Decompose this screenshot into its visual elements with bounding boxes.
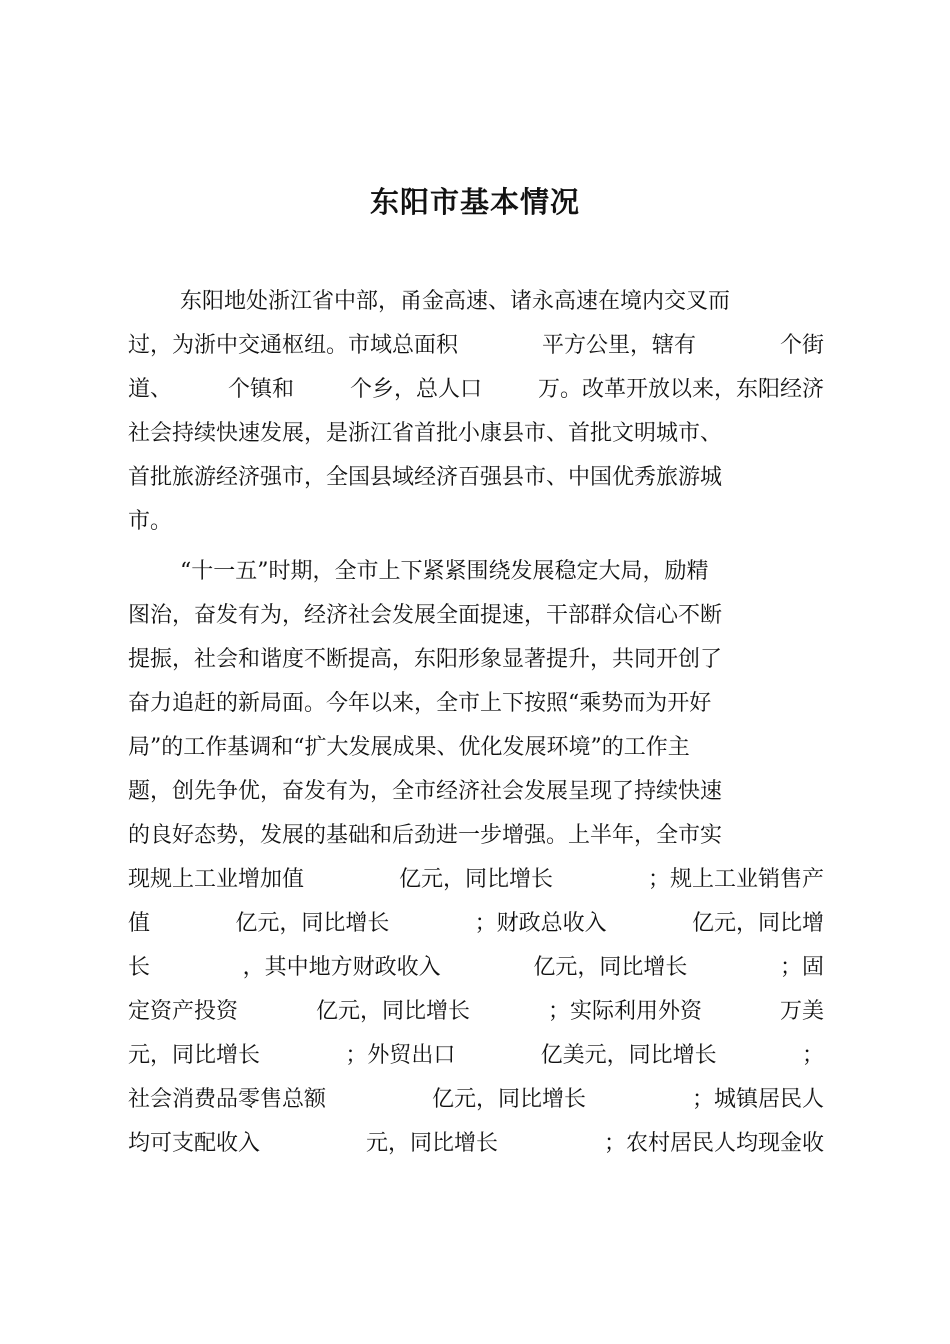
text-segment: 个乡，总人口: [349, 377, 482, 402]
text-segment: 道、: [128, 377, 173, 402]
text-segment: 市。: [128, 509, 173, 534]
text-segment: ；实际利用外资: [547, 999, 702, 1024]
text-segment: 万美: [779, 999, 824, 1024]
text-segment: 现规上工业增加值: [128, 867, 305, 892]
paragraph-1-line-1: [180, 284, 824, 320]
paragraph-2-line-3: [128, 642, 824, 678]
text-segment: 亿元，同比增长: [315, 999, 470, 1024]
text-segment: 亿元，同比增长: [398, 867, 553, 892]
text-segment: ；规上工业销售产: [647, 867, 824, 892]
text-segment: 奋力追赶的新局面。今年以来，全市上下按照“乘势而为开好: [128, 691, 712, 716]
text-segment: ；固: [779, 955, 824, 980]
text-segment: 东阳地处浙江省中部，甬金高速、诸永高速在境内交叉而: [180, 289, 731, 314]
text-segment: 长: [128, 955, 151, 980]
paragraph-2-line-9: [128, 906, 824, 942]
text-segment: 元，同比增长: [365, 1131, 498, 1156]
paragraph-1-line-4: [128, 416, 824, 452]
text-segment: 值: [128, 911, 151, 936]
text-segment: 均可支配收入: [128, 1131, 261, 1156]
paragraph-2-line-12: [128, 1038, 824, 1074]
paragraph-2-line-8: [128, 862, 824, 898]
paragraph-2-line-7: [128, 818, 824, 854]
paragraph-1-line-6: [128, 504, 824, 540]
text-segment: 社会持续快速发展，是浙江省首批小康县市、首批文明城市、: [128, 421, 723, 446]
text-segment: 亿元，同比增长: [533, 955, 688, 980]
document-title: 东阳市基本情况: [369, 185, 580, 219]
text-segment: 局”的工作基调和“扩大发展成果、优化发展环境”的工作主: [128, 735, 690, 760]
paragraph-2-line-14: [128, 1126, 824, 1162]
text-segment: ；外贸出口: [345, 1043, 456, 1068]
paragraph-2-line-10: [128, 950, 824, 986]
text-segment: ；财政总收入: [474, 911, 607, 936]
paragraph-2-line-13: [128, 1082, 824, 1118]
text-segment: 首批旅游经济强市，全国县域经济百强县市、中国优秀旅游城: [128, 465, 723, 490]
text-segment: 图治，奋发有为，经济社会发展全面提速，干部群众信心不断: [128, 603, 723, 628]
text-segment: 过，为浙中交通枢纽。市域总面积: [128, 333, 459, 358]
text-segment: 元，同比增长: [128, 1043, 261, 1068]
text-segment: 个街: [779, 333, 824, 358]
text-segment: 万。改革开放以来，东阳经济: [537, 377, 824, 402]
paragraph-1-line-5: [128, 460, 824, 496]
paragraph-2-line-11: [128, 994, 824, 1030]
text-segment: ，其中地方财政收入: [242, 955, 441, 980]
text-segment: 提振，社会和谐度不断提高，东阳形象显著提升，共同开创了: [128, 647, 723, 672]
text-segment: 亿元，同比增长: [431, 1087, 586, 1112]
text-segment: 定资产投资: [128, 999, 239, 1024]
paragraph-2-line-6: [128, 774, 824, 810]
text-segment: 社会消费品零售总额: [128, 1087, 327, 1112]
text-segment: 的良好态势，发展的基础和后劲进一步增强。上半年，全市实: [128, 823, 723, 848]
text-segment: ；城镇居民人: [691, 1087, 824, 1112]
paragraph-2-line-4: [128, 686, 824, 722]
text-segment: 平方公里，辖有: [541, 333, 696, 358]
text-segment: ；农村居民人均现金收: [603, 1131, 824, 1156]
text-segment: 亿元，同比增: [691, 911, 824, 936]
paragraph-2-line-5: [128, 730, 824, 766]
paragraph-1-line-3: [128, 372, 824, 408]
text-segment: ；: [801, 1043, 824, 1068]
paragraph-2-line-2: [128, 598, 824, 634]
paragraph-1-line-2: [128, 328, 824, 364]
text-segment: “十一五”时期，全市上下紧紧围绕发展稳定大局，励精: [180, 559, 709, 584]
paragraph-2-line-1: [180, 554, 824, 590]
text-segment: 题，创先争优，奋发有为，全市经济社会发展呈现了持续快速: [128, 779, 723, 804]
text-segment: 亿元，同比增长: [235, 911, 390, 936]
text-segment: 个镇和: [227, 377, 294, 402]
text-segment: 亿美元，同比增长: [540, 1043, 717, 1068]
